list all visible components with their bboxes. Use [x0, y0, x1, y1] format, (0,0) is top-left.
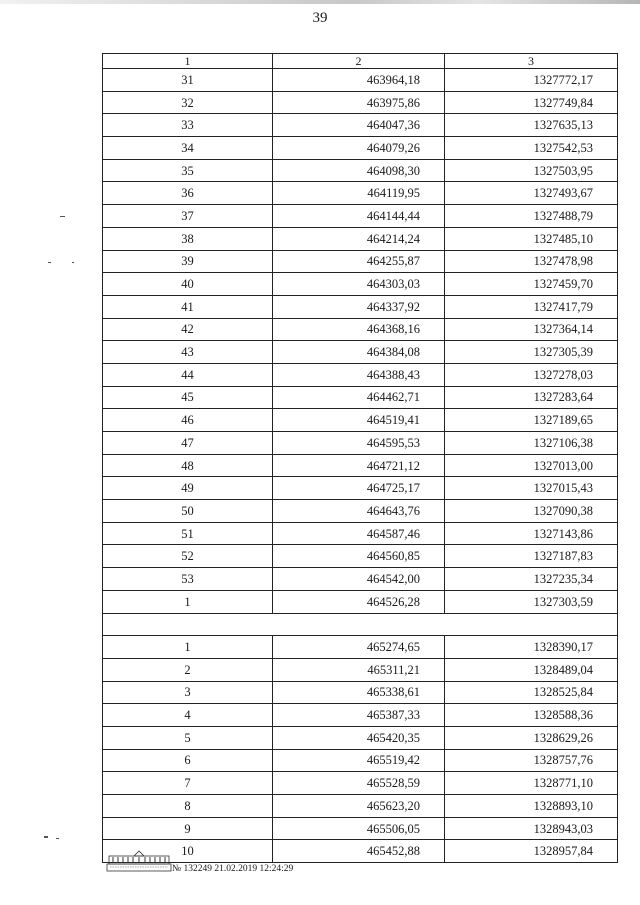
- column-header: 1: [103, 54, 273, 69]
- y-coordinate-cell: 1327488,79: [445, 205, 618, 228]
- y-coordinate-cell: 1328525,84: [445, 681, 618, 704]
- point-number-cell: 1: [103, 590, 273, 613]
- x-coordinate-cell: 464560,85: [273, 545, 445, 568]
- point-number-cell: 32: [103, 91, 273, 114]
- table-row: [103, 159, 618, 182]
- y-coordinate-cell: 1327749,84: [445, 91, 618, 114]
- point-number-cell: 53: [103, 568, 273, 591]
- table-row: [103, 114, 618, 137]
- parliament-building-icon: [106, 850, 172, 872]
- x-coordinate-cell: 464721,12: [273, 454, 445, 477]
- table-row: [103, 409, 618, 432]
- table-row: [103, 137, 618, 160]
- y-coordinate-cell: 1327187,83: [445, 545, 618, 568]
- table-header-row: [103, 54, 618, 69]
- point-number-cell: 51: [103, 522, 273, 545]
- point-number-cell: 33: [103, 114, 273, 137]
- scan-speck: [44, 836, 48, 838]
- table-row: [103, 386, 618, 409]
- scan-top-edge: [0, 0, 640, 4]
- x-coordinate-cell: 464587,46: [273, 522, 445, 545]
- x-coordinate-cell: 465274,65: [273, 636, 445, 659]
- y-coordinate-cell: 1327143,86: [445, 522, 618, 545]
- x-coordinate-cell: 464643,76: [273, 500, 445, 523]
- point-number-cell: 44: [103, 363, 273, 386]
- x-coordinate-cell: 464144,44: [273, 205, 445, 228]
- point-number-cell: 31: [103, 69, 273, 92]
- point-number-cell: 37: [103, 205, 273, 228]
- x-coordinate-cell: 465338,61: [273, 681, 445, 704]
- y-coordinate-cell: 1327417,79: [445, 295, 618, 318]
- point-number-cell: 52: [103, 545, 273, 568]
- table-row: [103, 568, 618, 591]
- document-footer: [100, 850, 520, 880]
- y-coordinate-cell: 1327485,10: [445, 227, 618, 250]
- table-row: [103, 273, 618, 296]
- scan-speck: [60, 216, 65, 217]
- x-coordinate-cell: 465311,21: [273, 658, 445, 681]
- table-row: [103, 477, 618, 500]
- y-coordinate-cell: 1327189,65: [445, 409, 618, 432]
- group-separator-row: [103, 613, 618, 636]
- x-coordinate-cell: 464542,00: [273, 568, 445, 591]
- table-row: [103, 341, 618, 364]
- y-coordinate-cell: 1328771,10: [445, 772, 618, 795]
- x-coordinate-cell: 464384,08: [273, 341, 445, 364]
- separator-cell: [103, 613, 618, 636]
- table-row: [103, 363, 618, 386]
- x-coordinate-cell: 465452,88: [273, 840, 445, 863]
- point-number-cell: 49: [103, 477, 273, 500]
- x-coordinate-cell: 464388,43: [273, 363, 445, 386]
- x-coordinate-cell: 464725,17: [273, 477, 445, 500]
- coordinates-table: [102, 53, 618, 863]
- y-coordinate-cell: 1328943,03: [445, 817, 618, 840]
- table-body: [103, 69, 618, 863]
- y-coordinate-cell: 1327364,14: [445, 318, 618, 341]
- point-number-cell: 40: [103, 273, 273, 296]
- table-row: [103, 69, 618, 92]
- table-row: [103, 227, 618, 250]
- table-row: [103, 182, 618, 205]
- point-number-cell: 43: [103, 341, 273, 364]
- y-coordinate-cell: 1327235,34: [445, 568, 618, 591]
- y-coordinate-cell: 1327478,98: [445, 250, 618, 273]
- x-coordinate-cell: 465519,42: [273, 749, 445, 772]
- x-coordinate-cell: 464595,53: [273, 432, 445, 455]
- point-number-cell: 9: [103, 817, 273, 840]
- x-coordinate-cell: 464255,87: [273, 250, 445, 273]
- x-coordinate-cell: 465387,33: [273, 704, 445, 727]
- point-number-cell: 2: [103, 658, 273, 681]
- y-coordinate-cell: 1327278,03: [445, 363, 618, 386]
- x-coordinate-cell: 464098,30: [273, 159, 445, 182]
- point-number-cell: 45: [103, 386, 273, 409]
- point-number-cell: 38: [103, 227, 273, 250]
- x-coordinate-cell: 464214,24: [273, 227, 445, 250]
- page-number: 39: [312, 10, 328, 26]
- table-row: [103, 432, 618, 455]
- y-coordinate-cell: 1327283,64: [445, 386, 618, 409]
- y-coordinate-cell: 1327635,13: [445, 114, 618, 137]
- x-coordinate-cell: 465623,20: [273, 795, 445, 818]
- x-coordinate-cell: 464119,95: [273, 182, 445, 205]
- point-number-cell: 5: [103, 726, 273, 749]
- x-coordinate-cell: 464368,16: [273, 318, 445, 341]
- point-number-cell: 7: [103, 772, 273, 795]
- x-coordinate-cell: 465528,59: [273, 772, 445, 795]
- point-number-cell: 8: [103, 795, 273, 818]
- y-coordinate-cell: 1328489,04: [445, 658, 618, 681]
- point-number-cell: 41: [103, 295, 273, 318]
- point-number-cell: 47: [103, 432, 273, 455]
- table-row: [103, 772, 618, 795]
- point-number-cell: 4: [103, 704, 273, 727]
- point-number-cell: 1: [103, 636, 273, 659]
- table-row: [103, 681, 618, 704]
- table-row: [103, 749, 618, 772]
- scan-speck: [48, 262, 51, 263]
- table-row: [103, 454, 618, 477]
- x-coordinate-cell: 465506,05: [273, 817, 445, 840]
- table-row: [103, 636, 618, 659]
- table-row: [103, 726, 618, 749]
- point-number-cell: 39: [103, 250, 273, 273]
- point-number-cell: 35: [103, 159, 273, 182]
- table-row: [103, 704, 618, 727]
- column-header: 2: [273, 54, 445, 69]
- table-row: [103, 795, 618, 818]
- point-number-cell: 48: [103, 454, 273, 477]
- y-coordinate-cell: 1328390,17: [445, 636, 618, 659]
- y-coordinate-cell: 1327013,00: [445, 454, 618, 477]
- y-coordinate-cell: 1327503,95: [445, 159, 618, 182]
- y-coordinate-cell: 1327542,53: [445, 137, 618, 160]
- table-row: [103, 205, 618, 228]
- point-number-cell: 36: [103, 182, 273, 205]
- y-coordinate-cell: 1328588,36: [445, 704, 618, 727]
- x-coordinate-cell: 463975,86: [273, 91, 445, 114]
- document-registration-info: № 132249 21.02.2019 12:24:29: [172, 864, 294, 874]
- y-coordinate-cell: 1328957,84: [445, 840, 618, 863]
- y-coordinate-cell: 1327090,38: [445, 500, 618, 523]
- y-coordinate-cell: 1328629,26: [445, 726, 618, 749]
- x-coordinate-cell: 465420,35: [273, 726, 445, 749]
- table-row: [103, 658, 618, 681]
- table-row: [103, 522, 618, 545]
- table-row: [103, 250, 618, 273]
- y-coordinate-cell: 1327772,17: [445, 69, 618, 92]
- x-coordinate-cell: 463964,18: [273, 69, 445, 92]
- y-coordinate-cell: 1327303,59: [445, 590, 618, 613]
- table-row: [103, 817, 618, 840]
- table-row: [103, 545, 618, 568]
- y-coordinate-cell: 1327106,38: [445, 432, 618, 455]
- table-row: [103, 318, 618, 341]
- scan-speck: [56, 838, 59, 839]
- table-row: [103, 91, 618, 114]
- point-number-cell: 46: [103, 409, 273, 432]
- y-coordinate-cell: 1327459,70: [445, 273, 618, 296]
- x-coordinate-cell: 464337,92: [273, 295, 445, 318]
- x-coordinate-cell: 464079,26: [273, 137, 445, 160]
- y-coordinate-cell: 1328893,10: [445, 795, 618, 818]
- x-coordinate-cell: 464519,41: [273, 409, 445, 432]
- y-coordinate-cell: 1328757,76: [445, 749, 618, 772]
- x-coordinate-cell: 464462,71: [273, 386, 445, 409]
- point-number-cell: 6: [103, 749, 273, 772]
- x-coordinate-cell: 464047,36: [273, 114, 445, 137]
- table-row: [103, 500, 618, 523]
- x-coordinate-cell: 464303,03: [273, 273, 445, 296]
- point-number-cell: 10: [103, 840, 273, 863]
- point-number-cell: 50: [103, 500, 273, 523]
- table-row: [103, 295, 618, 318]
- y-coordinate-cell: 1327305,39: [445, 341, 618, 364]
- column-header: 3: [445, 54, 618, 69]
- y-coordinate-cell: 1327015,43: [445, 477, 618, 500]
- x-coordinate-cell: 464526,28: [273, 590, 445, 613]
- table-row: [103, 590, 618, 613]
- point-number-cell: 3: [103, 681, 273, 704]
- scan-speck: [72, 262, 74, 263]
- point-number-cell: 42: [103, 318, 273, 341]
- point-number-cell: 34: [103, 137, 273, 160]
- y-coordinate-cell: 1327493,67: [445, 182, 618, 205]
